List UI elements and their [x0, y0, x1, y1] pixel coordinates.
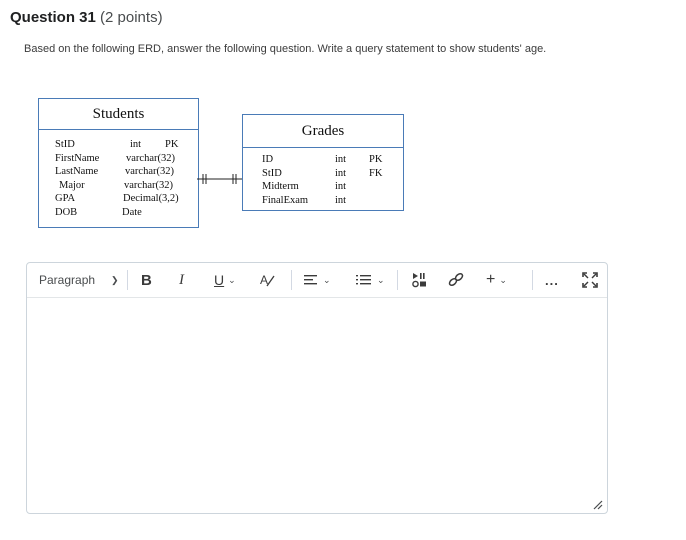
chevron-down-icon: ❯: [111, 274, 119, 285]
grades-field: FinalExam: [262, 194, 309, 206]
grades-field: Midterm: [262, 181, 299, 192]
resize-handle-icon[interactable]: [593, 500, 603, 510]
list-icon: [355, 273, 373, 287]
chevron-down-icon: ⌄: [228, 274, 236, 285]
text-style-button[interactable]: [259, 263, 275, 297]
chevron-down-icon: ⌄: [377, 274, 385, 285]
more-options-button[interactable]: ...: [545, 272, 559, 288]
toolbar-divider: [127, 270, 128, 290]
answer-editor: [26, 262, 608, 514]
question-number: Question 31: [10, 9, 96, 26]
students-type: Decimal(3,2): [123, 193, 179, 204]
toolbar-divider: [532, 270, 533, 290]
insert-media-button[interactable]: [411, 263, 429, 297]
chevron-down-icon: ⌄: [323, 274, 331, 285]
students-type: varchar(32): [126, 152, 175, 164]
students-field: StID: [55, 139, 75, 150]
align-button[interactable]: [303, 263, 331, 297]
insert-link-button[interactable]: [447, 263, 465, 297]
grades-entity-title: Grades: [243, 115, 403, 148]
grades-type: int: [335, 154, 347, 165]
grades-field: ID: [262, 154, 274, 165]
students-key: PK: [165, 139, 179, 150]
students-field: FirstName: [55, 152, 100, 164]
grades-type: int: [335, 167, 347, 179]
svg-text:A: A: [260, 273, 269, 287]
underline-label: U: [214, 272, 225, 288]
list-button[interactable]: [355, 263, 385, 297]
link-icon: [447, 272, 465, 288]
students-field: Major: [59, 179, 85, 191]
text-color-icon: [259, 272, 275, 288]
question-text: Based on the following ERD, answer the following question. Write a query statement to show students' age.: [24, 43, 547, 55]
students-field: GPA: [55, 193, 76, 204]
students-type: Date: [122, 206, 142, 218]
students-type: int: [130, 139, 142, 150]
underline-button[interactable]: [214, 263, 236, 297]
students-type: varchar(32): [125, 166, 174, 177]
fullscreen-button[interactable]: [582, 263, 598, 297]
editor-toolbar: [27, 263, 607, 298]
students-field: LastName: [55, 166, 99, 177]
editor-content-area[interactable]: [27, 298, 607, 513]
grades-key: PK: [369, 154, 383, 165]
toolbar-divider: [291, 270, 292, 290]
question-title: [10, 9, 163, 26]
question-points: (2 points): [100, 9, 163, 26]
students-entity-title: Students: [39, 99, 198, 130]
grades-type: int: [335, 194, 347, 206]
chevron-down-icon: ⌄: [499, 274, 507, 285]
media-icon: [411, 272, 429, 288]
grades-key: FK: [369, 167, 383, 179]
insert-more-button[interactable]: [486, 263, 507, 297]
paragraph-format-select[interactable]: [39, 263, 119, 297]
grades-entity: [242, 114, 404, 211]
toolbar-divider: [397, 270, 398, 290]
bold-button[interactable]: B: [141, 271, 152, 289]
relationship-connector: [197, 172, 243, 186]
plus-icon: +: [486, 271, 496, 288]
grades-field: StID: [262, 167, 282, 179]
paragraph-format-label: Paragraph: [39, 273, 96, 287]
fullscreen-icon: [582, 272, 598, 288]
students-field: DOB: [55, 206, 78, 218]
students-type: varchar(32): [124, 179, 173, 191]
italic-button[interactable]: I: [179, 271, 184, 288]
students-entity: [38, 98, 199, 228]
grades-type: int: [335, 181, 347, 192]
align-left-icon: [303, 273, 319, 287]
